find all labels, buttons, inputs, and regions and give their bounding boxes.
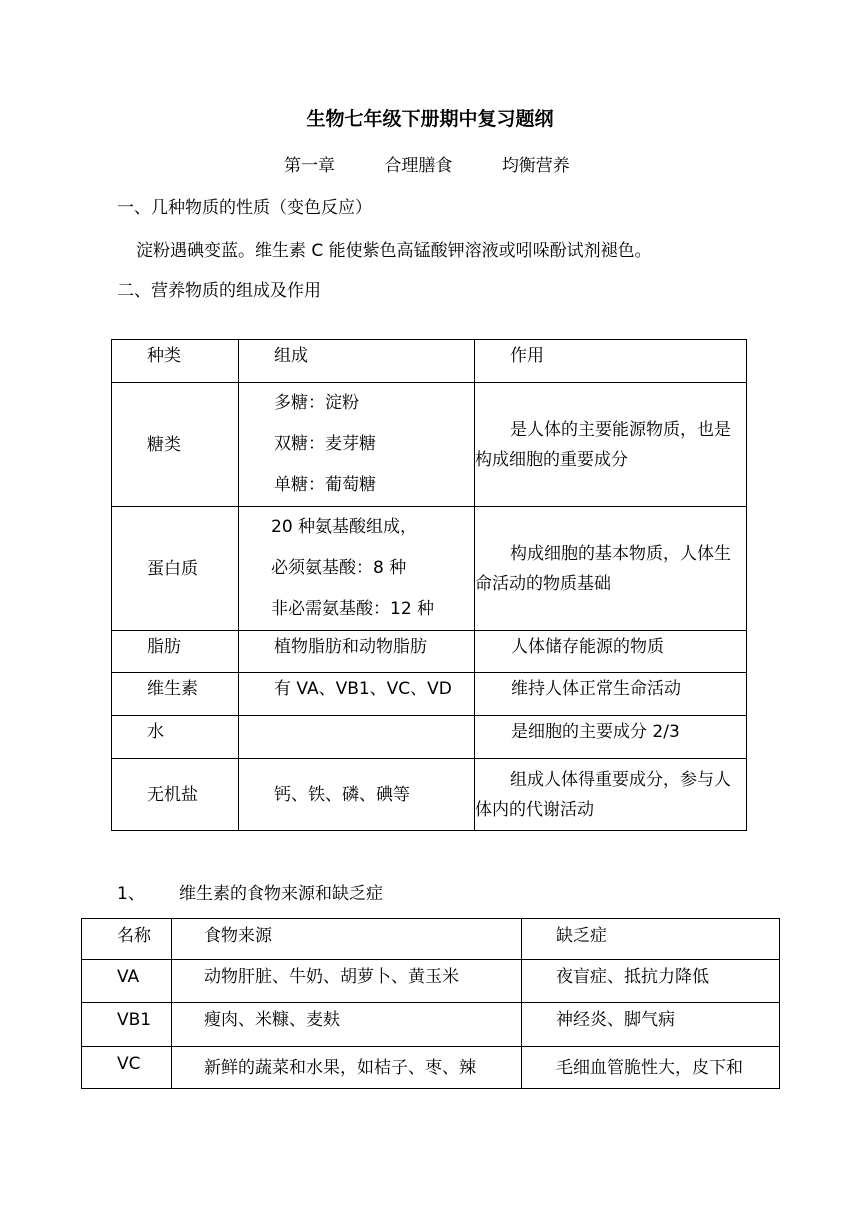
chapter-heading [284,151,570,176]
vitamin-table [81,918,780,1089]
table-row [112,716,747,759]
table-row [82,1047,780,1089]
subsection-1-number: 1、 [117,884,145,904]
food-source-cell: 瘦肉、米糠、麦麸 [172,1003,522,1047]
composition-cell: 有 VA、VB1、VC、VD [239,673,475,716]
chapter-number: 第一章 [284,156,335,176]
composition-cell [239,383,475,507]
vitamin-name-cell: VB1 [82,1003,172,1047]
kind-cell: 糖类 [112,383,239,507]
section-1-text: 淀粉遇碘变蓝。维生素 C 能使紫色高锰酸钾溶液或吲哚酚试剂褪色。 [136,241,652,261]
table-row [112,507,747,631]
deficiency-cell: 夜盲症、抵抗力降低 [522,960,780,1003]
table-header-row [112,340,747,383]
vitamin-name-cell: VA [82,960,172,1003]
header-composition: 组成 [239,340,475,383]
composition-line: 单糖：葡萄糖 [274,475,376,495]
effect-cell: 维持人体正常生命活动 [475,673,747,716]
effect-cell: 构成细胞的基本物质，人体生命活动的物质基础 [475,507,747,631]
nutrient-table [111,339,747,831]
section-2-heading: 二、营养物质的组成及作用 [117,281,321,301]
table-row [82,1003,780,1047]
vitamin-name-cell: VC [82,1047,172,1089]
deficiency-cell: 毛细血管脆性大，皮下和 [522,1047,780,1089]
table-row [112,631,747,673]
effect-cell: 是细胞的主要成分 2/3 [475,716,747,759]
header-effect: 作用 [475,340,747,383]
kind-cell: 脂肪 [112,631,239,673]
header-name: 名称 [82,919,172,960]
subsection-1-heading: 维生素的食物来源和缺乏症 [179,884,383,904]
header-deficiency: 缺乏症 [522,919,780,960]
effect-cell: 人体储存能源的物质 [475,631,747,673]
food-source-cell: 新鲜的蔬菜和水果，如桔子、枣、辣 [172,1047,522,1089]
effect-cell: 是人体的主要能源物质，也是构成细胞的重要成分 [475,383,747,507]
chapter-title-part-2: 均衡营养 [501,156,570,176]
table-row [112,673,747,716]
composition-cell [239,716,475,759]
kind-cell: 无机盐 [112,759,239,831]
food-source-cell: 动物肝脏、牛奶、胡萝卜、黄玉米 [172,960,522,1003]
composition-line: 20 种氨基酸组成， [271,517,418,537]
composition-cell: 植物脂肪和动物脂肪 [239,631,475,673]
table-row [112,759,747,831]
header-source: 食物来源 [172,919,522,960]
section-1-heading: 一、几种物质的性质（变色反应） [117,198,372,218]
kind-cell: 蛋白质 [112,507,239,631]
document-title: 生物七年级下册期中复习题纲 [306,108,554,130]
composition-line: 多糖：淀粉 [274,393,359,413]
composition-line: 必须氨基酸：8 种 [271,558,407,578]
chapter-title-part-1: 合理膳食 [384,156,453,176]
composition-cell [239,507,475,631]
header-kind: 种类 [112,340,239,383]
kind-cell: 水 [112,716,239,759]
effect-cell: 组成人体得重要成分，参与人体内的代谢活动 [475,759,747,831]
table-header-row [82,919,780,960]
deficiency-cell: 神经炎、脚气病 [522,1003,780,1047]
kind-cell: 维生素 [112,673,239,716]
table-row [82,960,780,1003]
composition-line: 双糖：麦芽糖 [274,434,376,454]
composition-line: 非必需氨基酸：12 种 [271,599,435,619]
table-row [112,383,747,507]
composition-cell: 钙、铁、磷、碘等 [239,759,475,831]
